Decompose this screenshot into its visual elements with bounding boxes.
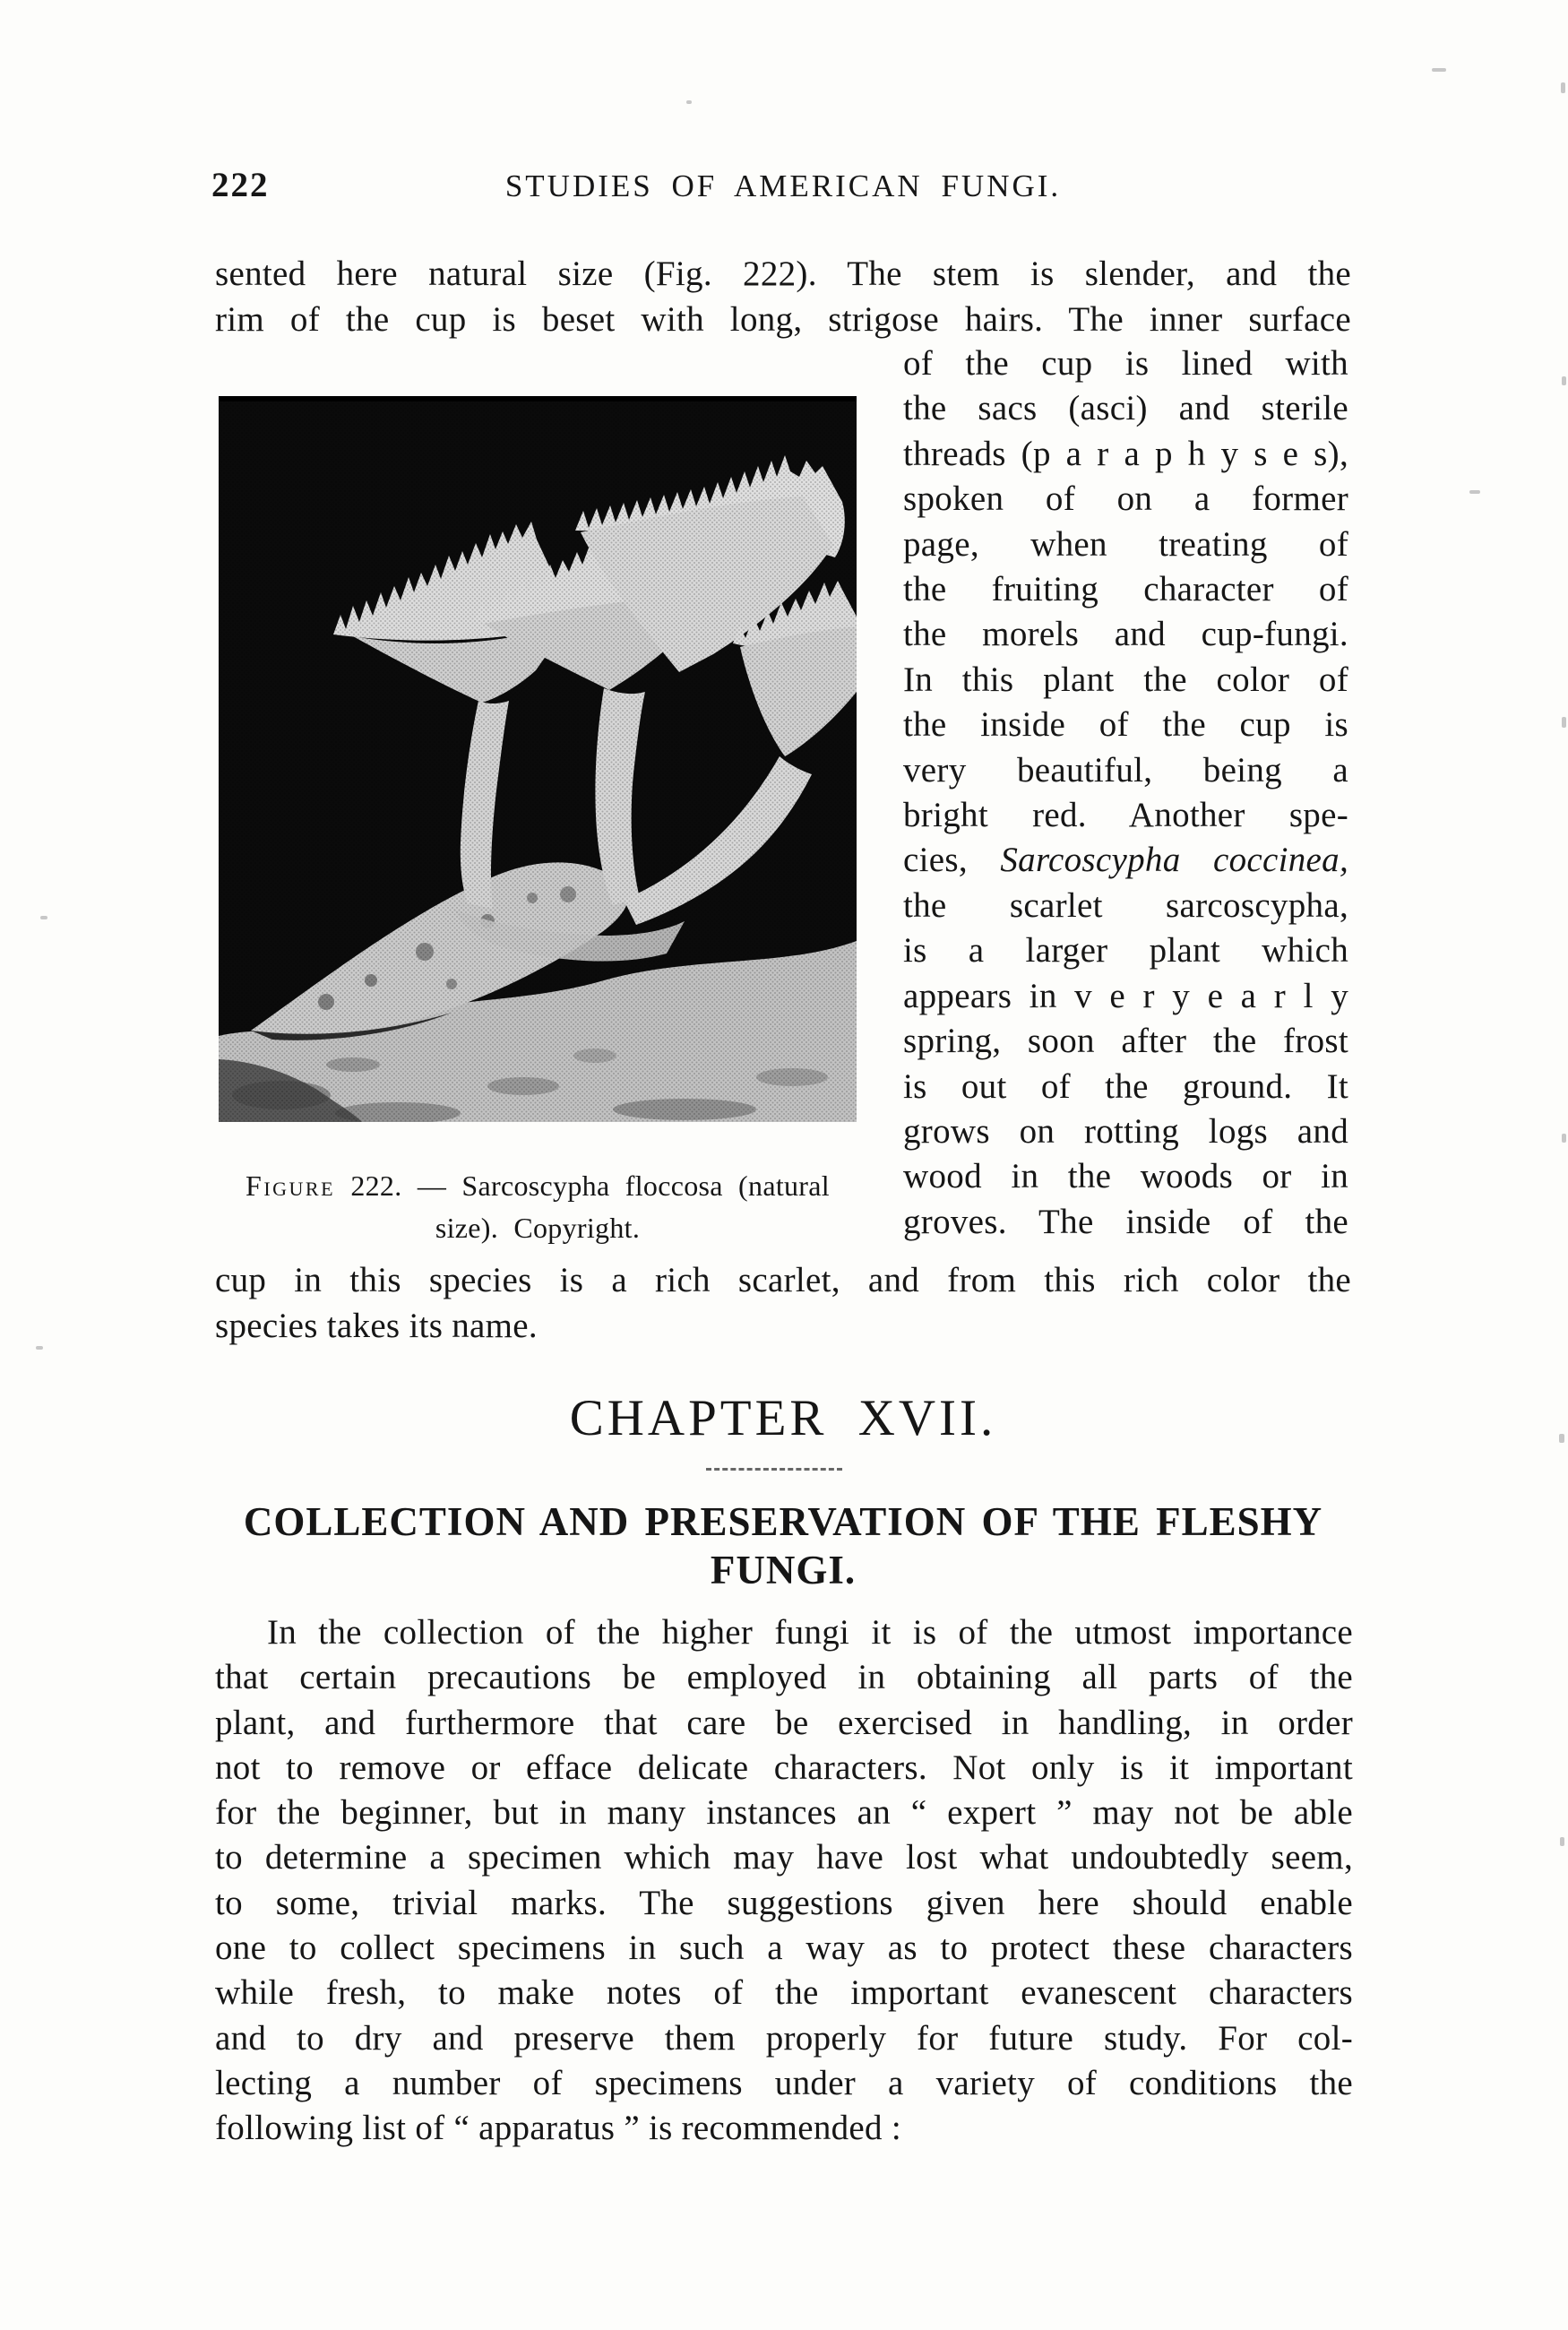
text-line: FUNGI. [710, 1548, 857, 1592]
text-line: of the cup is lined with [903, 344, 1348, 383]
text-line: for the beginner, but in many instances an “ expert ” may not be able [215, 1793, 1353, 1833]
text-line: the inside of the cup is [903, 705, 1348, 745]
text-line: lecting a number of specimens under a variety of conditions the [215, 2063, 1353, 2102]
text-line: In this plant the color of [903, 660, 1348, 699]
text-line: not to remove or efface delicate characters. Not only is it important [215, 1748, 1353, 1787]
scan-speck [1562, 717, 1566, 728]
text-line: is a larger plant which [903, 931, 1348, 971]
text-line: groves. The inside of the [903, 1202, 1348, 1241]
text-line: plant, and furthermore that care be exercised in handling, in order [215, 1703, 1353, 1742]
text-line: grows on rotting logs and [903, 1111, 1348, 1151]
text-line: very beautiful, being a [903, 750, 1348, 790]
figure-photo [219, 396, 857, 1122]
intro-paragraph [215, 251, 1351, 342]
text-line: Figure 222. — Sarcoscypha floccosa (natural [246, 1169, 830, 1202]
text-line: species takes its name. [215, 1307, 538, 1345]
page-number: 222 [211, 166, 270, 204]
text-line: the fruiting character of [903, 570, 1348, 609]
text-line: the sacs (asci) and sterile [903, 389, 1348, 428]
text-line: sented here natural size (Fig. 222). The stem is slender, and the [215, 255, 1351, 293]
section-title [215, 1497, 1351, 1594]
figure-caption [219, 1165, 857, 1249]
continuation-paragraph [215, 1257, 1351, 1349]
fungi-photo-illustration [219, 396, 857, 1122]
chapter-divider-rule [706, 1468, 842, 1471]
right-column-text [903, 341, 1348, 1245]
text-line: bright red. Another spe- [903, 796, 1348, 835]
text-line: to determine a specimen which may have lost what undoubtedly seem, [215, 1838, 1353, 1877]
text-line: spring, soon after the frost [903, 1022, 1348, 1061]
text-line: COLLECTION AND PRESERVATION OF THE FLESHY [243, 1499, 1323, 1544]
text-line: cies, Sarcoscypha coccinea, [903, 841, 1348, 880]
text-line: and to dry and preserve them properly for future study. For col- [215, 2018, 1353, 2058]
scan-speck [1469, 490, 1480, 494]
text-line: following list of “ apparatus ” is recommended : [215, 2109, 902, 2148]
scan-speck [1562, 376, 1566, 385]
running-title: STUDIES OF AMERICAN FUNGI. [504, 168, 1062, 203]
text-line: cup in this species is a rich scarlet, and from this rich color the [215, 1261, 1351, 1299]
text-line: appears in v e r y e a r l y [903, 976, 1348, 1015]
scan-speck [1561, 82, 1565, 93]
scan-speck [686, 100, 692, 104]
scan-speck [40, 916, 47, 919]
text-line: to some, trivial marks. The suggestions given here should enable [215, 1883, 1353, 1922]
body-paragraph [215, 1610, 1353, 2152]
scan-speck [1432, 68, 1446, 72]
text-line: is out of the ground. It [903, 1066, 1348, 1106]
text-line: size). Copyright. [435, 1212, 641, 1244]
scan-speck [1562, 1134, 1566, 1143]
text-line: the scarlet sarcoscypha, [903, 885, 1348, 925]
text-line: while fresh, to make notes of the important evanescent characters [215, 1973, 1353, 2013]
scan-speck [36, 1346, 43, 1350]
scan-speck [1560, 1837, 1564, 1846]
chapter-heading: CHAPTER XVII. [569, 1390, 997, 1446]
text-line: page, when treating of [903, 524, 1348, 564]
text-line: threads (p a r a p h y s e s), [903, 434, 1348, 473]
text-line: In the collection of the higher fungi it is of the utmost importance [267, 1613, 1353, 1652]
scan-speck [1559, 1434, 1564, 1443]
text-line: rim of the cup is beset with long, strigose hairs. The inner surface [215, 300, 1351, 339]
text-line: one to collect specimens in such a way as to protect these characters [215, 1929, 1353, 1968]
text-line: spoken of on a former [903, 479, 1348, 519]
text-line: wood in the woods or in [903, 1157, 1348, 1196]
text-line: that certain precautions be employed in obtaining all parts of the [215, 1658, 1353, 1697]
text-line: the morels and cup-fungi. [903, 615, 1348, 654]
